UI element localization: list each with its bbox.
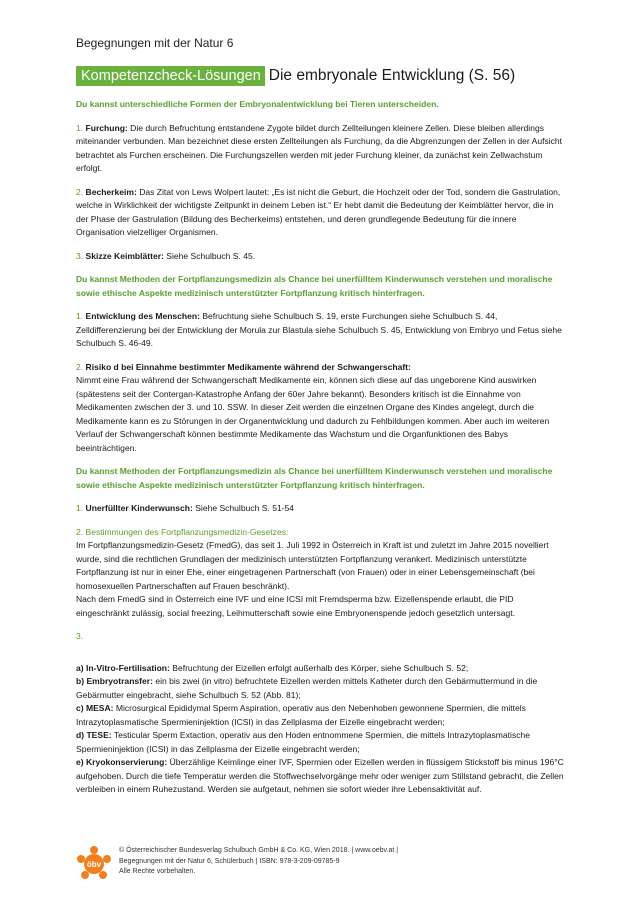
- item-gesetz-heading: 2. Bestimmungen des Fortpflanzungsmedizin-Gesetzes:: [76, 526, 289, 537]
- item-risiko-heading: [76, 361, 566, 375]
- entry-heading: d) TESE:: [76, 730, 112, 740]
- item-heading: Furchung:: [85, 122, 128, 133]
- competence-goal-1: Du kannst unterschiedliche Formen der Embryonalentwicklung bei Tieren unterscheiden.: [76, 99, 439, 109]
- item-3-number: 3.: [76, 631, 84, 641]
- entry-ivf: [76, 662, 566, 676]
- entry-text: Microsurgical Epididymal Sperm Aspiration, operativ aus den Nebenhoben gewonnene Spermien, die mittels Intrazytoplasmatische Spermieninjektion (ICSI) in das Zellplasma der Eizelle eingebracht werden;: [76, 703, 526, 727]
- running-title: Begegnungen mit der Natur 6: [76, 36, 234, 50]
- competence-goal-3: Du kannst Methoden der Fortpflanzungsmedizin als Chance bei unerfülltem Kinderwunsch verstehen und moralische sowie ethische Aspekte medizinisch unterstützter Fortpflanzung kritisch hinterfragen.: [76, 466, 553, 490]
- oebv-logo-icon: [76, 846, 112, 882]
- entry-heading: c) MESA:: [76, 703, 114, 713]
- entry-text: Überzählige Keimlinge einer IVF, Spermien oder Eizellen werden in flüssigem Stickstoff bis minus 196°C aufgehoben. Durch die tiefe Temperatur werden die Stoffwechselvorgänge mehr oder weniger zum Stillstand gebracht, die Zellen verbleiben in einem Ruhezustand. Werden sie aufgetaut, nehmen sie sofort wieder ihre Lebensaktivität auf.: [76, 757, 564, 794]
- isbn-line: Begegnungen mit der Natur 6, Schülerbuch | ISBN: 978-3-209-09785-9: [119, 857, 340, 865]
- item-number: 2.: [76, 361, 84, 372]
- item-heading: Risiko d bei Einnahme bestimmter Medikamente während der Schwangerschaft:: [85, 361, 411, 372]
- item-heading: Entwicklung des Menschen:: [85, 311, 200, 321]
- entry-heading: a) In-Vitro-Fertilisation:: [76, 662, 170, 673]
- item-heading: Becherkeim:: [85, 186, 137, 197]
- entry-text: ein bis zwei (in vitro) befruchtete Eizellen werden mittels Katheter durch den Gebärmuttermund in die Gebärmutter eingebracht, siehe Schulbuch S. 52 (Abb. 81);: [76, 676, 538, 700]
- entry-text: Testicular Sperm Extaction, operativ aus den Hoden entnommene Spermien, die mittels Intrazytoplasmatische Spermieninjektion (ICSI) in das Zellplasma der Eizelle eingebracht werden;: [76, 730, 531, 754]
- title-bar: [76, 66, 515, 86]
- item-number: 1.: [76, 122, 84, 133]
- entry-mesa: [76, 702, 566, 729]
- item-gesetz-para2: Nach dem FmedG sind in Österreich eine IVF und eine ICSI mit Fremdsperma bzw. Eizellenspende erlaubt, die PID eingeschränkt zulässig, social freezing, Leihmutterschaft sowie eine Embryonenspende jedoch gesetzlich untersagt.: [76, 594, 515, 618]
- item-text: Siehe Schulbuch S. 51-54: [195, 503, 295, 513]
- entry-text: Befruchtung der Eizellen erfolgt außerhalb des Körper, siehe Schulbuch S. 52;: [172, 662, 469, 673]
- item-number: 2.: [76, 186, 84, 197]
- item-number: 1.: [76, 503, 84, 513]
- item-heading: Skizze Keimblätter:: [85, 250, 164, 261]
- copyright-block: [119, 846, 398, 878]
- item-gesetz-para1: Im Fortpflanzungsmedizin-Gesetz (FmedG), das seit 1. Juli 1992 in Österreich in Kraft ist und zuletzt im Jahre 2015 novelliert wurde, sind die rechtlichen Grundlagen der medizinisch unterstützten Fortpflanzung verankert. Medizinisch unterstützte Fortpflanzung ist nur in einer Ehe, einer eingetragenen Partnerschaft (von Frauen) oder in einer Lebensgemeinschaft (bei homosexuellen Partnerschaften auf Frauen beschränkt).: [76, 540, 549, 591]
- entry-heading: b) Embryotransfer:: [76, 676, 153, 686]
- item-text: Siehe Schulbuch S. 45.: [166, 250, 256, 261]
- entry-tese: [76, 729, 566, 756]
- item-entwicklung: [76, 310, 566, 351]
- entry-embryotransfer: [76, 675, 566, 702]
- page-title: Die embryonale Entwicklung (S. 56): [268, 67, 516, 84]
- item-number: 1.: [76, 311, 84, 321]
- competence-goal-2: Du kannst Methoden der Fortpflanzungsmedizin als Chance bei unerfülltem Kinderwunsch verstehen und moralische sowie ethische Aspekte medizinisch unterstützter Fortpflanzung kritisch hinterfragen.: [76, 274, 553, 298]
- item-text: Die durch Befruchtung entstandene Zygote bildet durch Zellteilungen kleinere Zellen. Diese bleiben allerdings miteinander verbunden. Man bezeichnet diese ersten Zellteilungen als Furchung, da die Abgrenzungen der Zellen in der Aufsicht betrachtet als Furchen erscheinen. Die Furchungszellen werden mit jeder Furchung kleiner, da zunächst kein Zellwachstum erfolgt.: [76, 122, 563, 173]
- item-furchung: [76, 122, 566, 176]
- rights-line: Alle Rechte vorbehalten.: [119, 868, 196, 875]
- entry-kryokonservierung: [76, 756, 566, 797]
- copyright-line: © Österreichischer Bundesverlag Schulbuch GmbH & Co. KG, Wien 2018. | www.oebv.at |: [119, 847, 399, 854]
- item-text: Das Zitat von Lews Wolpert lautet: „Es ist nicht die Geburt, die Hochzeit oder der Tod, sondern die Gastrulation, welche in Wirklichkeit der wichtigste Zeitpunkt in deinem Leben ist.“ Er hebt damit die Bedeutung der Keimblätter hervor, die in der Phase der Gastrulation (Bildung des Becherkeims) entstehen, und deren grundlegende Bedeutung für die innere Organisation vielzelliger Organismen.: [76, 186, 561, 237]
- item-number: 3.: [76, 250, 84, 261]
- entry-heading: e) Kryokonservierung:: [76, 757, 168, 767]
- item-heading: Unerfüllter Kinderwunsch:: [85, 503, 193, 513]
- kompetenzcheck-badge: Kompetenzcheck-Lösungen: [76, 66, 265, 86]
- item-becherkeim: [76, 186, 566, 240]
- logo-text: öbv: [86, 860, 102, 869]
- item-kinderwunsch: [76, 502, 566, 516]
- document-body: [76, 98, 566, 797]
- item-risiko-text: Nimmt eine Frau während der Schwangerschaft Medikamente ein, können sich diese auf das ungeborene Kind auswirken (spätestens seit der Contergan-Katastrophe Anfang der 60er Jahre bekannt). Besonders kritisch ist die Einnahme von Medikamenten zwischen der 3. und 10. SSW. In dieser Zeit werden die einzelnen Organe des Kindes angelegt, durch die Medikamente kann es zu Störungen in der Organentwicklung und dadurch zu Fehlbildungen kommen. Aber auch im weiteren Verlauf der Schwangerschaft können bestimmte Medikamente das Wachstum und die Organfunktionen des Babys beeinträchtigen.: [76, 375, 550, 453]
- item-text: Befruchtung siehe Schulbuch S. 19, erste Furchungen siehe Schulbuch S. 44, Zelldifferenzierung bei der Entwicklung der Morula zur Blastula siehe Schulbuch S. 45, Entwicklung von Embryo und Fetus siehe Schulbuch S. 46-49.: [76, 311, 562, 348]
- item-skizze: [76, 250, 566, 264]
